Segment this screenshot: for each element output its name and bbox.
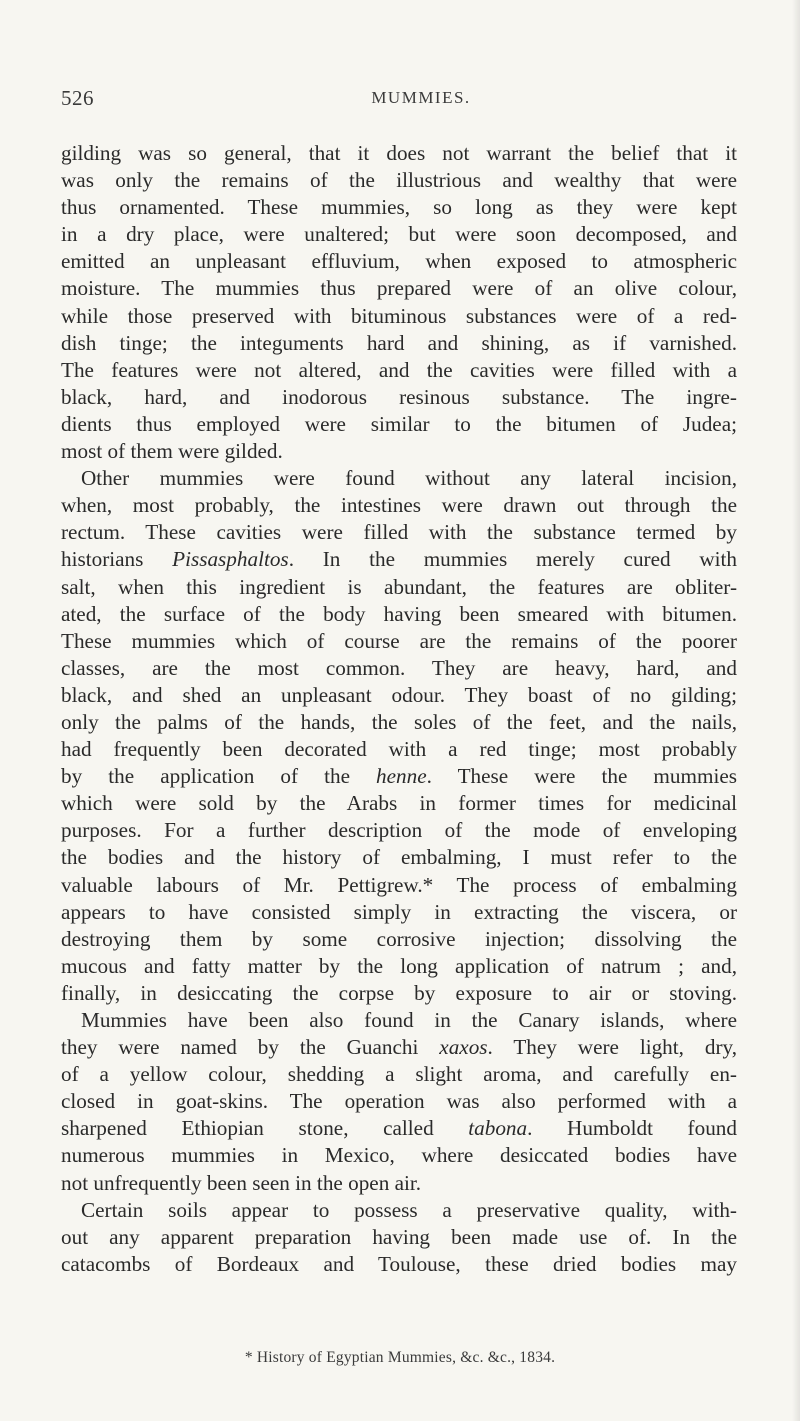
italic-term: xaxos	[439, 1035, 488, 1060]
text-line: they were named by the Guanchi xaxos. They were light, dry,	[61, 1035, 738, 1060]
text-line: moisture. The mummies thus prepared were of an olive colour,	[61, 276, 737, 301]
text-line: while those preserved with bituminous substances were of a red-	[61, 303, 737, 328]
text-line: mucous and fatty matter by the long application of natrum ; and,	[61, 953, 737, 978]
text-line: of a yellow colour, shedding a slight aroma, and carefully en-	[61, 1062, 737, 1087]
text-line: had frequently been decorated with a red tinge; most probably	[61, 737, 737, 762]
text-line: ated, the surface of the body having been smeared with bitumen.	[61, 601, 737, 626]
text-line: appears to have consisted simply in extracting the viscera, or	[61, 899, 737, 924]
text-line: closed in goat-skins. The operation was also performed with a	[61, 1089, 737, 1114]
text-line: emitted an unpleasant effluvium, when exposed to atmospheric	[61, 249, 737, 274]
text-line: The features were not altered, and the cavities were filled with a	[61, 357, 737, 382]
text-line: when, most probably, the intestines were drawn out through the	[61, 493, 737, 518]
text-line: the bodies and the history of embalming, I must refer to the	[61, 845, 737, 870]
page-number: 526	[61, 86, 94, 110]
text-line: black, and shed an unpleasant odour. They boast of no gilding;	[61, 682, 737, 707]
text-line: classes, are the most common. They are heavy, hard, and	[61, 655, 737, 680]
text-line: only the palms of the hands, the soles of the feet, and the nails,	[61, 709, 737, 734]
page-edge-shadow	[792, 0, 800, 1421]
text-line: destroying them by some corrosive injection; dissolving the	[61, 926, 737, 951]
text-line: Mummies have been also found in the Canary islands, where	[81, 1008, 737, 1032]
italic-term: henne	[376, 764, 427, 789]
text-line: by the application of the henne. These were the mummies	[61, 764, 737, 789]
body-text	[61, 140, 737, 1278]
text-line: salt, when this ingredient is abundant, the features are obliter-	[61, 574, 737, 599]
footnote: * History of Egyptian Mummies, &c. &c., 1834.	[244, 1349, 556, 1366]
text-line: catacombs of Bordeaux and Toulouse, these dried bodies may	[61, 1251, 737, 1276]
text-line: dish tinge; the integuments hard and shining, as if varnished.	[61, 330, 737, 355]
text-line: Certain soils appear to possess a preservative quality, with-	[81, 1197, 737, 1222]
text-line: Other mummies were found without any lateral incision,	[81, 466, 737, 491]
text-line: numerous mummies in Mexico, where desiccated bodies have	[61, 1143, 737, 1168]
text-line: black, hard, and inodorous resinous substance. The ingre-	[61, 384, 737, 409]
italic-term: tabona	[468, 1116, 528, 1141]
text-line: historians Pissasphaltos. In the mummies merely cured with	[61, 547, 737, 572]
text-line: was only the remains of the illustrious and wealthy that were	[61, 168, 737, 193]
text-line: dients thus employed were similar to the bitumen of Judea;	[61, 411, 737, 436]
text-line: rectum. These cavities were filled with the substance termed by	[61, 520, 737, 545]
page-header	[61, 86, 737, 116]
text-line: most of them were gilded.	[61, 439, 283, 464]
text-line: purposes. For a further description of the mode of enveloping	[61, 818, 737, 843]
text-line: thus ornamented. These mummies, so long as they were kept	[61, 195, 737, 220]
text-line: finally, in desiccating the corpse by exposure to air or stoving.	[61, 980, 737, 1005]
text-line: in a dry place, were unaltered; but were soon decomposed, and	[61, 222, 737, 247]
running-head: MUMMIES.	[371, 88, 471, 107]
italic-term: Pissasphaltos	[172, 547, 289, 572]
text-line: gilding was so general, that it does not warrant the belief that it	[61, 141, 737, 165]
text-line: out any apparent preparation having been made use of. In the	[61, 1224, 737, 1249]
text-line: These mummies which of course are the remains of the poorer	[61, 628, 737, 653]
text-line: sharpened Ethiopian stone, called tabona. Humboldt found	[61, 1116, 737, 1141]
text-line: not unfrequently been seen in the open air.	[61, 1170, 422, 1195]
text-line: which were sold by the Arabs in former times for medicinal	[61, 791, 737, 816]
text-line: valuable labours of Mr. Pettigrew.* The process of embalming	[61, 872, 737, 897]
